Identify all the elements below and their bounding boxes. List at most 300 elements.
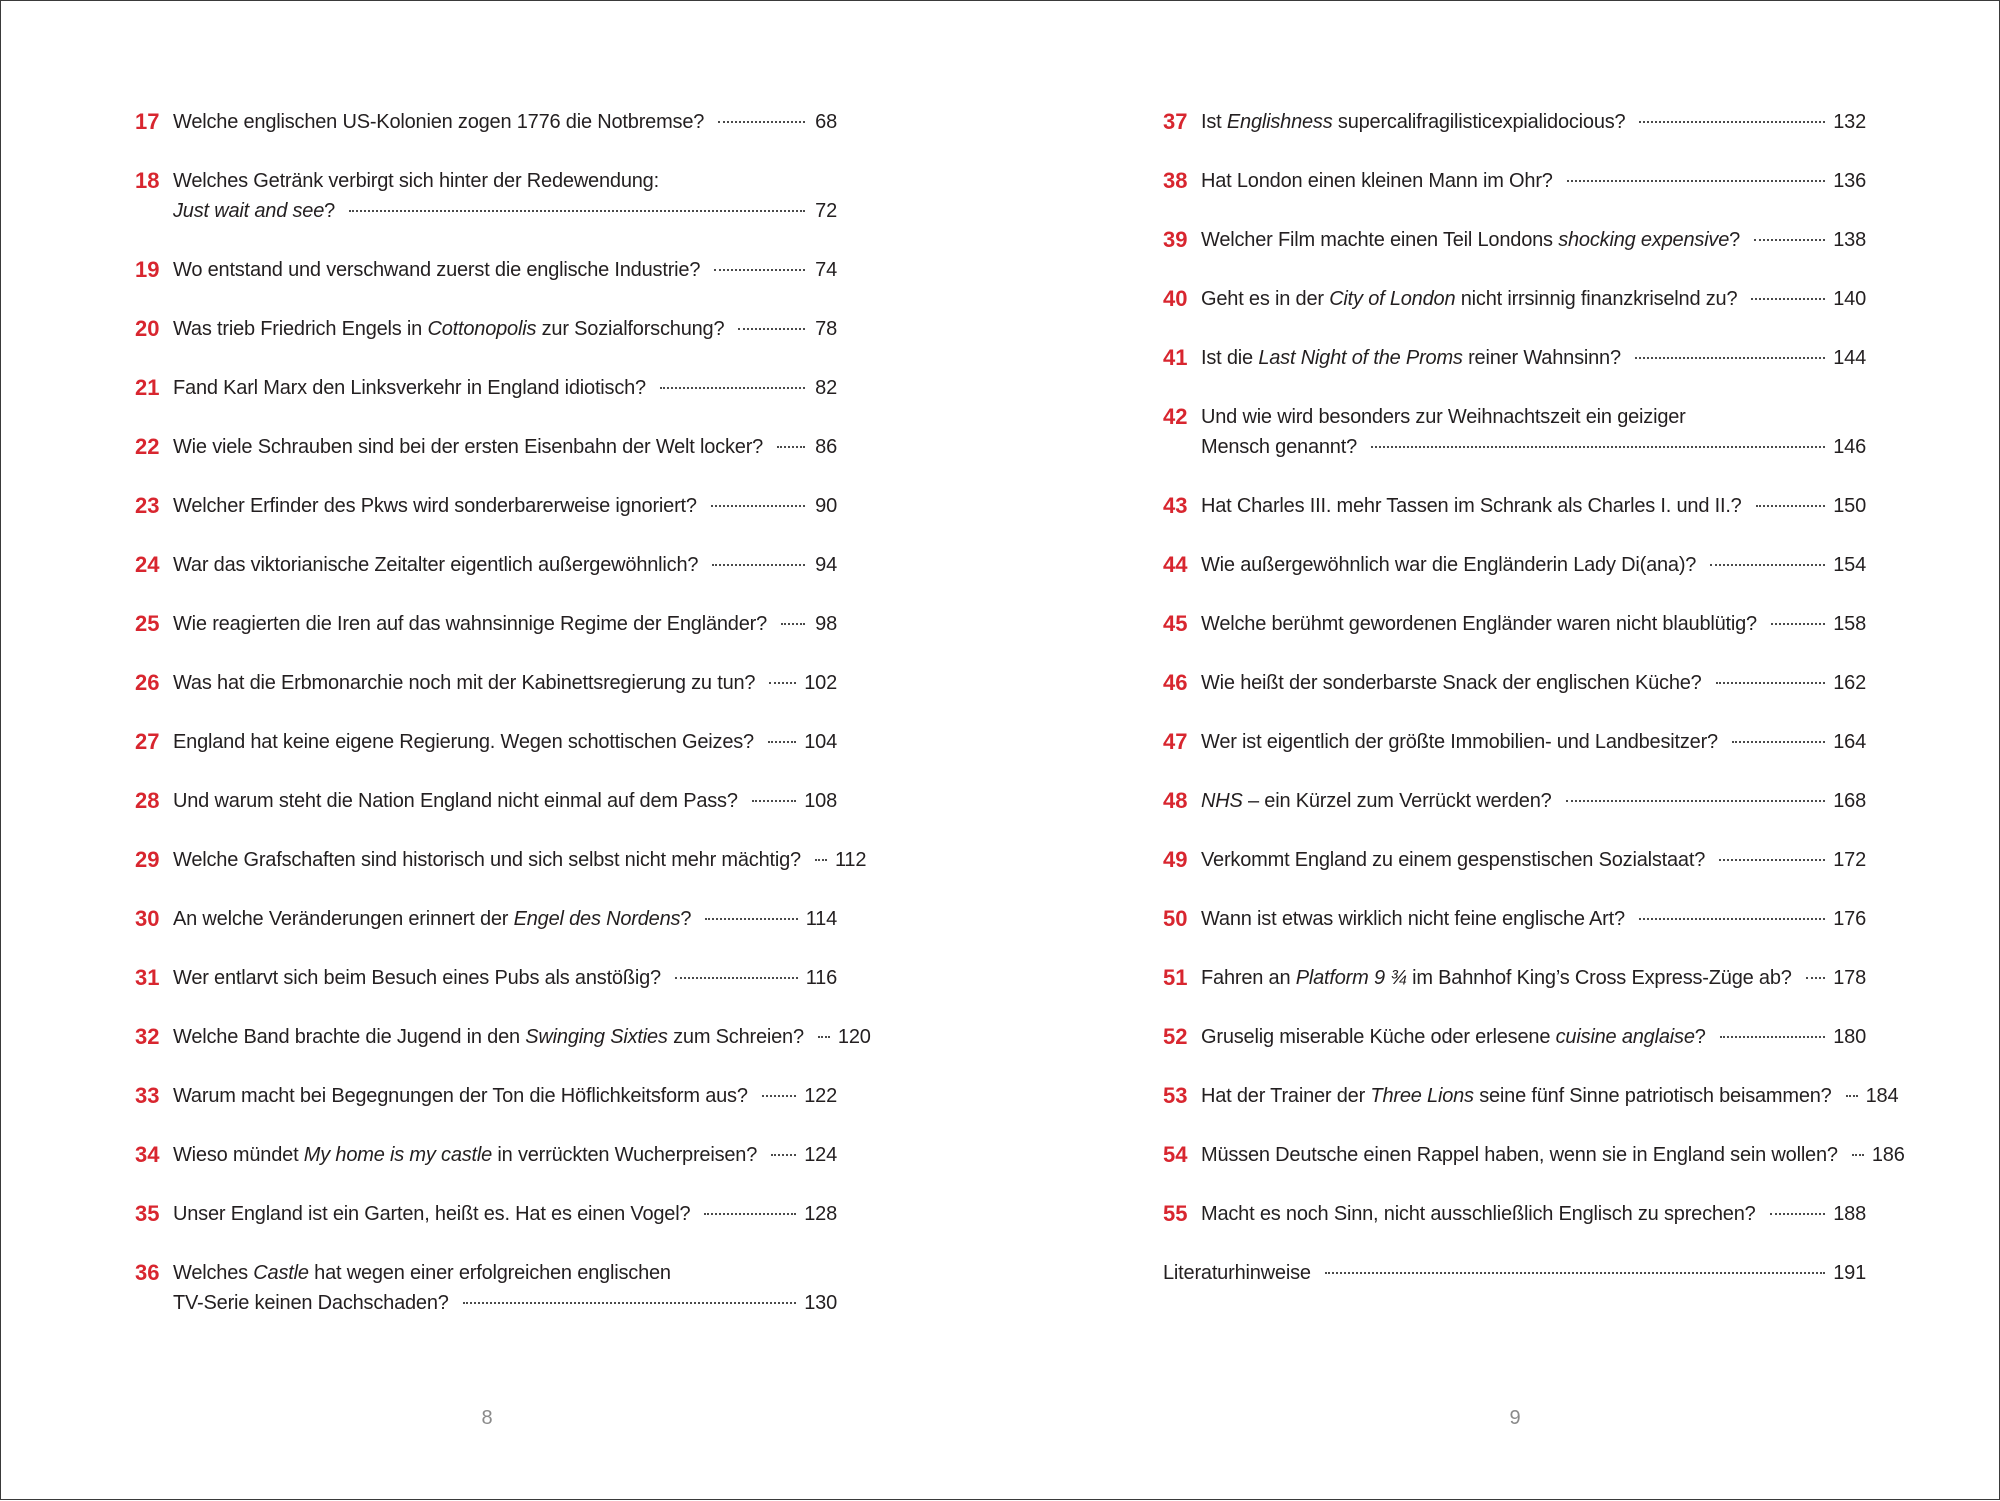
dot-leader [1852, 1153, 1864, 1156]
entry-title-last-line [1201, 727, 1866, 757]
title-segment: ? [680, 908, 692, 930]
entry-page-number: 140 [1833, 288, 1866, 310]
entry-page-number: 86 [815, 436, 837, 458]
toc-entry[interactable] [135, 1140, 837, 1170]
title-segment: Ist die [1201, 347, 1259, 369]
entry-page-number: 138 [1833, 229, 1866, 251]
chapter-number: 46 [1163, 670, 1188, 695]
entry-page-number: 178 [1833, 967, 1866, 989]
entry-title-text [173, 107, 704, 137]
entry-page-number: 146 [1833, 436, 1866, 458]
chapter-number: 33 [135, 1083, 160, 1108]
entry-title-last-line [1201, 284, 1866, 314]
entry-title [1201, 609, 1866, 639]
dot-leader [1806, 976, 1826, 979]
toc-entry[interactable] [1163, 904, 1866, 934]
title-segment: Macht es noch Sinn, nicht ausschließlich Englisch zu sprechen? [1201, 1203, 1756, 1225]
title-segment: Welcher Erfinder des Pkws wird sonderbarerweise ignoriert? [173, 495, 697, 517]
toc-entry[interactable] [135, 668, 837, 698]
toc-entry[interactable] [135, 107, 837, 137]
entry-title [1201, 1140, 1905, 1170]
toc-entry[interactable] [1163, 402, 1866, 462]
entry-title-text [173, 196, 335, 226]
entry-title [173, 1140, 837, 1170]
entry-page-number: 78 [815, 318, 837, 340]
entry-title [1201, 550, 1866, 580]
entry-page-number: 90 [815, 495, 837, 517]
toc-entry[interactable] [135, 1081, 837, 1111]
chapter-number: 53 [1163, 1083, 1188, 1108]
title-segment: seine fünf Sinne patriotisch beisammen? [1473, 1085, 1832, 1107]
entry-title-line [173, 1258, 837, 1288]
toc-list-right [1163, 107, 1905, 1317]
toc-entry[interactable] [135, 1258, 837, 1318]
entry-title-last-line [1201, 491, 1866, 521]
entry-title-text [173, 845, 801, 875]
entry-title-last-line [173, 786, 837, 816]
dot-leader [771, 1153, 796, 1156]
entry-title [1201, 107, 1866, 137]
title-segment: Wann ist etwas wirklich nicht feine englische Art? [1201, 908, 1625, 930]
entry-title [1201, 668, 1866, 698]
entry-title-text [173, 255, 700, 285]
entry-title [1163, 1258, 1866, 1288]
toc-entry[interactable] [1163, 550, 1866, 580]
entry-title-last-line [173, 432, 837, 462]
entry-page-number: 116 [805, 967, 837, 989]
title-segment: Wo entstand und verschwand zuerst die englische Industrie? [173, 259, 701, 281]
toc-entry[interactable] [135, 845, 867, 875]
entry-page-number: 122 [804, 1085, 837, 1107]
title-segment: Ist [1201, 111, 1227, 133]
entry-page-number: 144 [1833, 347, 1866, 369]
entry-title-text [1201, 225, 1740, 255]
entry-title-text [173, 1081, 748, 1111]
entry-title-text [1201, 107, 1625, 137]
chapter-number: 49 [1163, 847, 1188, 872]
italic-title-segment: cuisine anglaise [1555, 1026, 1695, 1048]
toc-entry[interactable] [135, 727, 837, 757]
entry-title-last-line [1201, 786, 1866, 816]
entry-title-text [1201, 668, 1702, 698]
entry-title-text [173, 1022, 804, 1052]
entry-title-last-line [1201, 166, 1866, 196]
entry-title [173, 786, 837, 816]
toc-entry[interactable] [135, 1022, 871, 1052]
dot-leader [738, 327, 805, 330]
toc-entry[interactable] [1163, 668, 1866, 698]
entry-page-number: 102 [804, 672, 837, 694]
toc-entry[interactable] [1163, 1022, 1866, 1052]
chapter-number: 32 [135, 1024, 160, 1049]
chapter-number: 21 [135, 375, 160, 400]
toc-entry[interactable] [1163, 225, 1866, 255]
title-segment: Wie viele Schrauben sind bei der ersten Eisenbahn der Welt locker? [173, 436, 764, 458]
title-segment: Wie außergewöhnlich war die Engländerin Lady Di(ana)? [1201, 554, 1697, 576]
dot-leader [1639, 120, 1825, 123]
title-segment: ? [1694, 1026, 1706, 1048]
title-segment: Welche berühmt gewordenen Engländer waren nicht blaublütig? [1201, 613, 1757, 635]
chapter-number: 42 [1163, 404, 1188, 429]
entry-title-line [173, 166, 837, 196]
title-segment: im Bahnhof King’s Cross Express-Züge ab? [1406, 967, 1792, 989]
entry-title-last-line [173, 845, 867, 875]
title-segment: Welcher Film machte einen Teil Londons [1201, 229, 1559, 251]
dot-leader [1846, 1094, 1858, 1097]
toc-entry[interactable] [1163, 166, 1866, 196]
title-segment: Welche englischen US-Kolonien zogen 1776 die Notbremse? [173, 111, 705, 133]
entry-title [173, 432, 837, 462]
title-segment: hat wegen einer erfolgreichen englischen [308, 1262, 671, 1284]
title-segment: Geht es in der [1201, 288, 1330, 310]
entry-title [1201, 845, 1866, 875]
dot-leader [1732, 740, 1825, 743]
entry-title [173, 166, 837, 226]
entry-title [1201, 402, 1866, 462]
entry-page-number: 128 [804, 1203, 837, 1225]
entry-title-text [1201, 727, 1718, 757]
entry-title-last-line [1201, 845, 1866, 875]
entry-title-last-line [173, 963, 837, 993]
toc-entry[interactable] [135, 609, 837, 639]
entry-title [1201, 963, 1866, 993]
left-page [1, 1, 1001, 1501]
title-segment: Müssen Deutsche einen Rappel haben, wenn sie in England sein wollen? [1201, 1144, 1838, 1166]
entry-title [173, 107, 837, 137]
italic-title-segment: Three Lions [1370, 1085, 1474, 1107]
entry-title [1201, 491, 1866, 521]
entry-page-number: 74 [815, 259, 837, 281]
entry-title-text [173, 432, 763, 462]
chapter-number: 37 [1163, 109, 1188, 134]
chapter-number: 27 [135, 729, 160, 754]
entry-page-number: 130 [804, 1292, 837, 1314]
toc-entry[interactable] [135, 963, 837, 993]
chapter-number: 38 [1163, 168, 1188, 193]
toc-entry[interactable] [1163, 1140, 1905, 1170]
toc-entry[interactable] [1163, 1258, 1866, 1288]
dot-leader [711, 504, 805, 507]
chapter-number: 26 [135, 670, 160, 695]
dot-leader [1567, 179, 1826, 182]
dot-leader [714, 268, 805, 271]
title-segment: supercalifragilisticexpialidocious? [1332, 111, 1626, 133]
entry-page-number: 114 [805, 908, 837, 930]
toc-entry[interactable] [135, 373, 837, 403]
chapter-number: 25 [135, 611, 160, 636]
title-segment: Hat der Trainer der [1201, 1085, 1371, 1107]
entry-title [173, 1199, 837, 1229]
title-segment: ? [1729, 229, 1741, 251]
toc-entry[interactable] [1163, 727, 1866, 757]
entry-title-text [173, 1199, 690, 1229]
toc-entry[interactable] [135, 1199, 837, 1229]
entry-title-text [1201, 609, 1757, 639]
title-segment: zum Schreien? [667, 1026, 804, 1048]
entry-title [173, 904, 837, 934]
entry-title [1201, 284, 1866, 314]
entry-page-number: 132 [1833, 111, 1866, 133]
entry-title-last-line [173, 1140, 837, 1170]
entry-title [1201, 727, 1866, 757]
entry-title-text [1201, 1140, 1838, 1170]
dot-leader [1771, 622, 1825, 625]
italic-title-segment: My home is my castle [303, 1144, 493, 1166]
entry-title [173, 314, 837, 344]
title-segment: Welche Grafschaften sind historisch und sich selbst nicht mehr mächtig? [173, 849, 801, 871]
dot-leader [1756, 504, 1826, 507]
dot-leader [768, 740, 796, 743]
dot-leader [1720, 1035, 1826, 1038]
entry-page-number: 168 [1833, 790, 1866, 812]
entry-title-text [1201, 343, 1621, 373]
entry-title-text [1201, 166, 1553, 196]
chapter-number: 45 [1163, 611, 1188, 636]
entry-title [1201, 166, 1866, 196]
chapter-number: 17 [135, 109, 160, 134]
italic-title-segment: Platform 9 ¾ [1295, 967, 1407, 989]
entry-title-text [173, 1140, 757, 1170]
dot-leader [762, 1094, 796, 1097]
entry-title-last-line [1201, 432, 1866, 462]
entry-title-text [1201, 904, 1625, 934]
dot-leader [704, 1212, 796, 1215]
entry-title-last-line [1201, 1022, 1866, 1052]
entry-title-last-line [1201, 668, 1866, 698]
toc-entry[interactable] [1163, 1199, 1866, 1229]
entry-page-number: 180 [1833, 1026, 1866, 1048]
chapter-number: 47 [1163, 729, 1188, 754]
entry-title-last-line [1201, 550, 1866, 580]
dot-leader [815, 858, 827, 861]
entry-title [1201, 904, 1866, 934]
toc-entry[interactable] [135, 491, 837, 521]
chapter-number: 44 [1163, 552, 1188, 577]
chapter-number: 24 [135, 552, 160, 577]
dot-leader [1719, 858, 1825, 861]
title-segment: zur Sozialforschung? [536, 318, 725, 340]
entry-page-number: 136 [1833, 170, 1866, 192]
chapter-number: 29 [135, 847, 160, 872]
entry-title-last-line [173, 491, 837, 521]
title-segment: Welche Band brachte die Jugend in den [173, 1026, 526, 1048]
title-segment: reiner Wahnsinn? [1462, 347, 1621, 369]
entry-title-text [1201, 1199, 1756, 1229]
entry-page-number: 72 [815, 200, 837, 222]
entry-page-number: 158 [1833, 613, 1866, 635]
dot-leader [1754, 238, 1825, 241]
title-segment: Gruselig miserable Küche oder erlesene [1201, 1026, 1556, 1048]
toc-entry[interactable] [1163, 1081, 1899, 1111]
entry-title [1201, 225, 1866, 255]
entry-title [173, 1022, 871, 1052]
toc-entry[interactable] [135, 166, 837, 226]
title-segment: Welches [173, 1262, 254, 1284]
italic-title-segment: Englishness [1226, 111, 1333, 133]
title-segment: nicht irrsinnig finanzkriselnd zu? [1455, 288, 1738, 310]
entry-page-number: 98 [815, 613, 837, 635]
entry-title [173, 373, 837, 403]
entry-title [173, 491, 837, 521]
dot-leader [777, 445, 805, 448]
toc-entry[interactable] [1163, 963, 1866, 993]
toc-entry[interactable] [1163, 284, 1866, 314]
italic-title-segment: Engel des Nordens [513, 908, 681, 930]
entry-page-number: 124 [804, 1144, 837, 1166]
entry-title-text [1201, 1081, 1832, 1111]
toc-entry[interactable] [135, 786, 837, 816]
dot-leader [660, 386, 805, 389]
italic-title-segment: Just wait and see [173, 200, 325, 222]
entry-title-last-line [1163, 1258, 1866, 1288]
entry-title-last-line [173, 609, 837, 639]
chapter-number: 54 [1163, 1142, 1188, 1167]
dot-leader [1566, 799, 1826, 802]
entry-title-last-line [173, 1022, 871, 1052]
toc-entry[interactable] [1163, 786, 1866, 816]
entry-title-text [1201, 550, 1696, 580]
entry-title-last-line [1201, 609, 1866, 639]
entry-title [1201, 1022, 1866, 1052]
toc-entry[interactable] [135, 314, 837, 344]
dot-leader [1635, 356, 1825, 359]
entry-title-text [173, 373, 646, 403]
entry-title [1201, 343, 1866, 373]
entry-title [173, 668, 837, 698]
dot-leader [1325, 1271, 1825, 1274]
chapter-number: 31 [135, 965, 160, 990]
dot-leader [718, 120, 805, 123]
entry-title [1201, 1081, 1899, 1111]
title-segment: – ein Kürzel zum Verrückt werden? [1242, 790, 1552, 812]
italic-title-segment: City of London [1329, 288, 1456, 310]
title-segment: War das viktorianische Zeitalter eigentlich außergewöhnlich? [173, 554, 699, 576]
chapter-number: 39 [1163, 227, 1188, 252]
entry-title-text [1201, 1022, 1706, 1052]
entry-title-text [1201, 963, 1792, 993]
dot-leader [752, 799, 796, 802]
page-number-left: 8 [481, 1407, 493, 1429]
toc-entry[interactable] [135, 904, 837, 934]
entry-title-last-line [173, 1199, 837, 1229]
entry-title-text [173, 491, 697, 521]
title-segment: ? [324, 200, 336, 222]
entry-title-line [1201, 402, 1866, 432]
entry-page-number: 184 [1865, 1085, 1899, 1107]
italic-title-segment: Castle [253, 1262, 309, 1284]
title-segment: Verkommt England zu einem gespenstischen Sozialstaat? [1201, 849, 1706, 871]
entry-title [173, 727, 837, 757]
entry-page-number: 112 [834, 849, 867, 871]
title-segment: Wie heißt der sonderbarste Snack der englischen Küche? [1201, 672, 1702, 694]
dot-leader [712, 563, 805, 566]
entry-page-number: 82 [815, 377, 837, 399]
entry-page-number: 172 [1833, 849, 1866, 871]
entry-title-last-line [1201, 904, 1866, 934]
toc-entry[interactable] [135, 550, 837, 580]
entry-title-last-line [1201, 225, 1866, 255]
title-segment: Warum macht bei Begegnungen der Ton die Höflichkeitsform aus? [173, 1085, 748, 1107]
entry-title [173, 1081, 837, 1111]
title-segment: TV-Serie keinen Dachschaden? [173, 1292, 449, 1314]
dot-leader [1371, 445, 1825, 448]
italic-title-segment: Last Night of the Proms [1258, 347, 1463, 369]
title-segment: Literaturhinweise [1163, 1262, 1311, 1284]
entry-page-number: 104 [804, 731, 837, 753]
entry-title-text [173, 904, 691, 934]
chapter-number: 40 [1163, 286, 1188, 311]
title-segment: Mensch genannt? [1201, 436, 1358, 458]
entry-page-number: 164 [1833, 731, 1866, 753]
entry-title-text [173, 550, 698, 580]
dot-leader [349, 209, 805, 212]
chapter-number: 35 [135, 1201, 160, 1226]
entry-page-number: 94 [815, 554, 837, 576]
entry-title-last-line [173, 904, 837, 934]
chapter-number: 50 [1163, 906, 1188, 931]
title-segment: Wer ist eigentlich der größte Immobilien- und Landbesitzer? [1201, 731, 1718, 753]
entry-title-last-line [1201, 1081, 1899, 1111]
italic-title-segment: NHS [1201, 790, 1243, 812]
entry-title-text [1201, 491, 1742, 521]
toc-entry[interactable] [1163, 845, 1866, 875]
entry-page-number: 150 [1833, 495, 1866, 517]
title-segment: An welche Veränderungen erinnert der [173, 908, 514, 930]
chapter-number: 51 [1163, 965, 1188, 990]
toc-list-left [135, 107, 871, 1347]
toc-entry[interactable] [1163, 343, 1866, 373]
entry-title-last-line [173, 255, 837, 285]
chapter-number: 23 [135, 493, 160, 518]
title-segment: Wie reagierten die Iren auf das wahnsinnige Regime der Engländer? [173, 613, 768, 635]
entry-title-last-line [173, 314, 837, 344]
title-segment: England hat keine eigene Regierung. Wegen schottischen Geizes? [173, 731, 754, 753]
entry-title-last-line [173, 727, 837, 757]
title-segment: Fahren an [1201, 967, 1296, 989]
entry-title-text [173, 609, 767, 639]
toc-entry[interactable] [1163, 107, 1866, 137]
chapter-number: 36 [135, 1260, 160, 1285]
chapter-number: 19 [135, 257, 160, 282]
entry-title [173, 550, 837, 580]
entry-page-number: 154 [1833, 554, 1866, 576]
chapter-number: 22 [135, 434, 160, 459]
toc-entry[interactable] [1163, 609, 1866, 639]
chapter-number: 55 [1163, 1201, 1188, 1226]
chapter-number: 41 [1163, 345, 1188, 370]
title-segment: Wieso mündet [173, 1144, 304, 1166]
chapter-number: 20 [135, 316, 160, 341]
entry-title [1201, 786, 1866, 816]
toc-entry[interactable] [135, 432, 837, 462]
dot-leader [781, 622, 805, 625]
entry-title-last-line [173, 1288, 837, 1318]
entry-title-text [1163, 1258, 1311, 1288]
dot-leader [1639, 917, 1825, 920]
chapter-number: 18 [135, 168, 160, 193]
toc-entry[interactable] [135, 255, 837, 285]
title-segment: Und warum steht die Nation England nicht einmal auf dem Pass? [173, 790, 738, 812]
chapter-number: 52 [1163, 1024, 1188, 1049]
title-segment: Hat London einen kleinen Mann im Ohr? [1201, 170, 1553, 192]
entry-title-text [173, 727, 754, 757]
dot-leader [705, 917, 797, 920]
entry-title [173, 609, 837, 639]
entry-title [173, 845, 867, 875]
entry-title [173, 963, 837, 993]
toc-entry[interactable] [1163, 491, 1866, 521]
entry-page-number: 188 [1833, 1203, 1866, 1225]
